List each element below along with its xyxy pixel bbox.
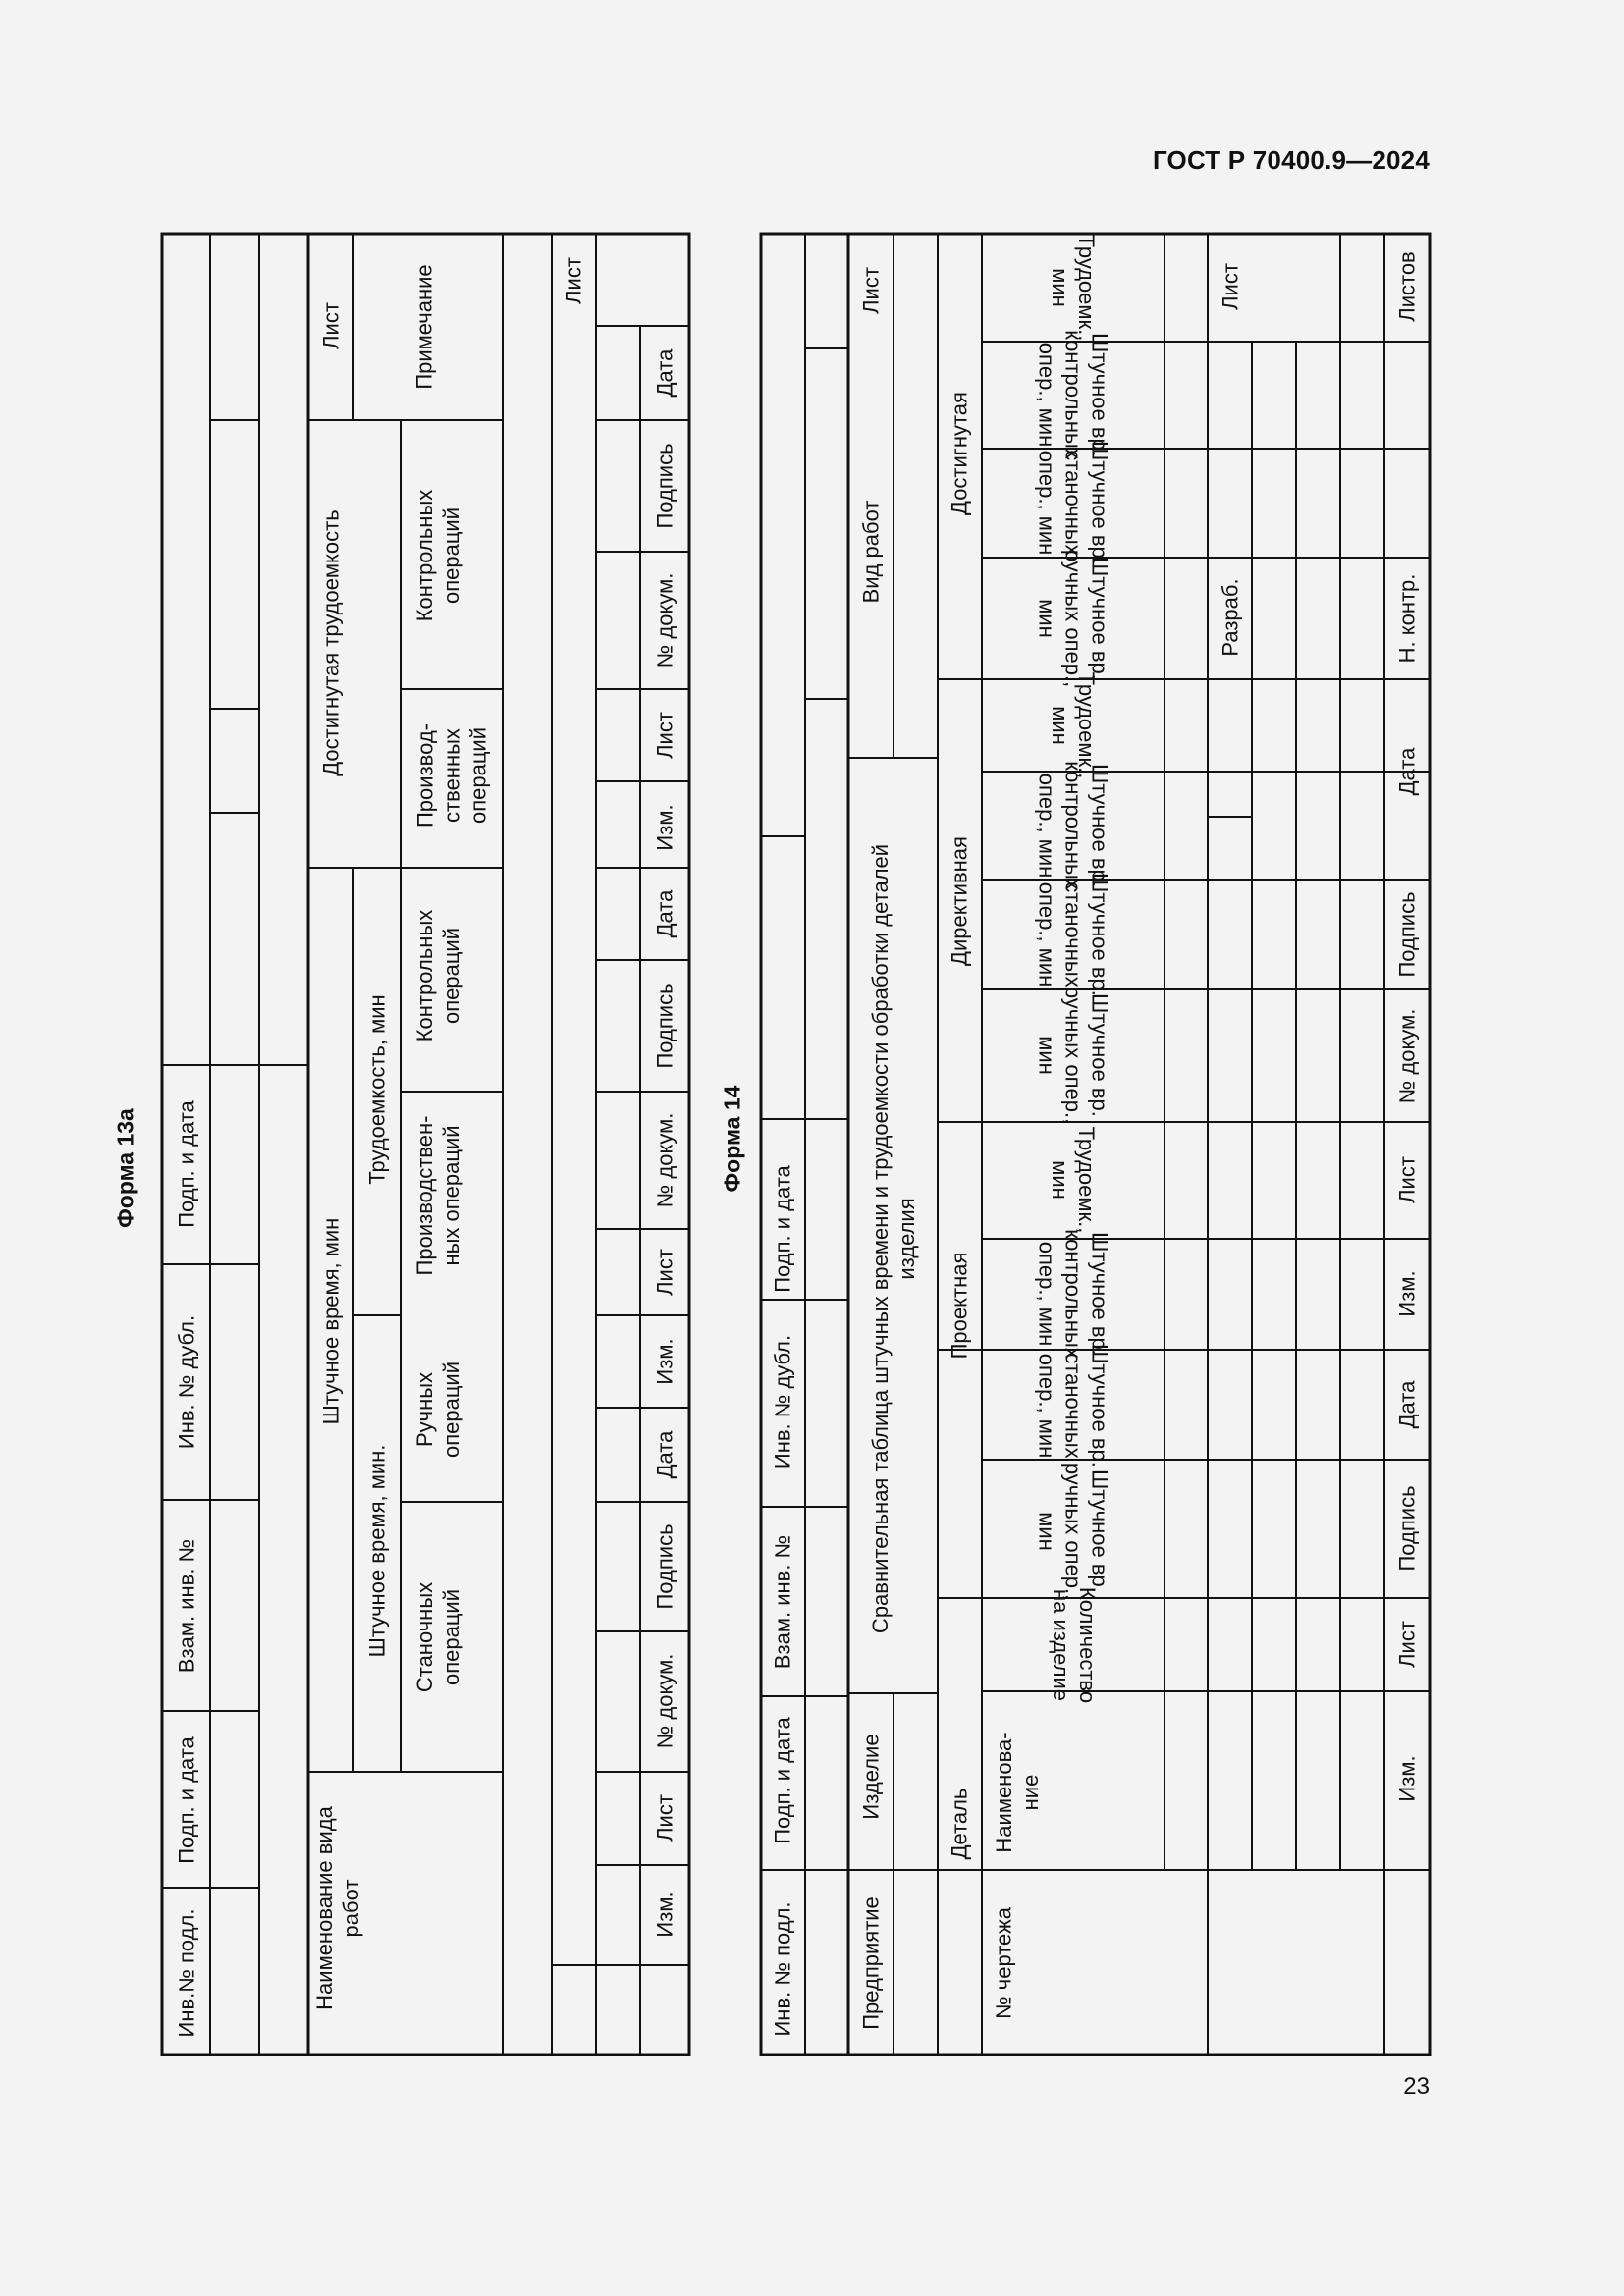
f14-drawing-no: № чертежа [991,1907,1016,2019]
form14-title: Форма 14 [719,1085,745,1193]
f14-podp-data2: Подп. и дата [770,1165,795,1293]
f13-sub-production: Производствен- ных операций [412,1115,463,1276]
f13-sub-control2: Контрольных операций [412,489,463,622]
form13a-title: Форма 13а [112,1108,138,1228]
f13-col-achieved: Достигнутая трудоемкость [318,509,344,776]
f13-sheet-small: Лист [561,257,586,304]
f14-footer-0: Изм. [1394,1755,1420,1802]
f14-c-control-2: Штучное вр. контрольных опер., мин [1034,761,1112,890]
f13-sub-control: Контрольных операций [412,909,463,1042]
f14-directive: Директивная [947,836,972,966]
f13-footer-2: № докум. [652,1653,677,1749]
page-number: 23 [1403,2073,1430,2100]
f14-project: Проектная [947,1252,972,1360]
f13-footer-11: Лист [652,712,677,759]
f13-col-piece-time-min: Штучное время, мин. [364,1444,390,1658]
f13-footer-9: Дата [652,889,677,938]
f14-footer-10: Листов [1394,251,1420,322]
f13-footer-5: Изм. [652,1338,677,1385]
f14-footer-8: Дата [1394,747,1420,796]
f14-c-machine-1: Штучное вр. станочных опер., мин [1034,1344,1112,1468]
f13-footer-1: Лист [652,1794,677,1842]
f14-footer-6: № докум. [1394,1008,1420,1104]
f14-table-title: Сравнительная таблица штучных времени и трудоемкости обработки деталей изделия [868,843,919,1634]
f13-footer-0: Изм. [652,1891,677,1938]
f14-footer-1: Лист [1394,1621,1420,1668]
f13-vzam-inv: Взам. инв. № [174,1538,199,1674]
f14-product: Изделие [858,1734,884,1820]
f14-c-labor-3: Трудоемк., мин [1048,234,1099,342]
f14-c-manual-1: Штучное вр. ручных опер., мин [1034,1462,1112,1601]
f14-sheet: Лист [858,267,884,314]
f13-footer-13: Подпись [652,443,677,529]
f14-c-manual-3: Штучное вр. ручных опер., мин [1034,549,1112,688]
f14-footer-9: Н. контр. [1394,573,1420,664]
f14-razrab: Разраб. [1218,578,1243,657]
f13-footer-7: № докум. [652,1112,677,1208]
f14-list-small: Лист [1218,263,1243,310]
f14-detail-name: Наименова- ние [992,1732,1043,1853]
f13-sub-manual: Ручных операций [412,1361,463,1459]
f13-inv-dubl: Инв. № дубл. [174,1314,199,1450]
f13-sub-production2: Производ- ственных операций [412,722,491,828]
f14-c-control-3: Штучное вр. контрольных опер., мин [1034,330,1112,459]
f14-footer-7: Подпись [1394,891,1420,978]
f13-sub-machine: Станочных операций [412,1581,463,1693]
f14-c-machine-3: Штучное вр. станочных опер., мин [1034,441,1112,564]
f13-podp-data2: Подп. и дата [174,1100,199,1228]
f13-footer-12: № докум. [652,572,677,668]
f14-c-labor-2: Трудоемк., мин [1048,671,1099,779]
f14-footer-3: Дата [1394,1380,1420,1429]
f13-col-note: Примечание [411,264,437,390]
f14-footer-5: Лист [1394,1156,1420,1203]
f14-enterprise: Предприятие [858,1896,884,2030]
f13-col-name: Наименование вида работ [312,1806,363,2010]
f14-inv-podl: Инв. № подл. [770,1901,795,2037]
f14-detail: Деталь [947,1788,972,1860]
f14-footer-2: Подпись [1394,1485,1420,1572]
f13-col-labor: Трудоемкость, мин [364,994,390,1185]
f14-c-manual-2: Штучное вр. ручных опер., мин [1034,986,1112,1125]
f14-qty: Количество на изделие [1049,1586,1100,1704]
standard-header: ГОСТ Р 70400.9—2024 [1152,145,1430,175]
f14-footer-4: Изм. [1394,1270,1420,1317]
f13-footer-6: Лист [652,1249,677,1296]
f14-podp-data1: Подп. и дата [770,1717,795,1844]
f14-achieved: Достигнутая [947,392,972,515]
f14-c-labor-1: Трудоемк., мин [1048,1126,1099,1234]
f13-inv-podl: Инв.№ подл. [174,1908,199,2038]
f13-sheet-label: Лист [318,302,344,349]
f14-c-control-1: Штучное вр. контрольных опер., мин [1034,1229,1112,1359]
f14-work-type: Вид работ [858,500,884,604]
f13-footer-10: Изм. [652,804,677,851]
f13-footer-3: Подпись [652,1523,677,1610]
f13-col-piece-time: Штучное время, мин [318,1217,344,1425]
f14-vzam-inv: Взам. инв. № [770,1534,795,1670]
f14-c-machine-2: Штучное вр. станочных опер., мин [1034,873,1112,996]
f13-footer-14: Дата [652,348,677,398]
f13-footer-8: Подпись [652,983,677,1069]
f13-podp-data1: Подп. и дата [174,1736,199,1864]
f14-inv-dubl: Инв. № дубл. [770,1334,795,1469]
f13-footer-4: Дата [652,1430,677,1479]
